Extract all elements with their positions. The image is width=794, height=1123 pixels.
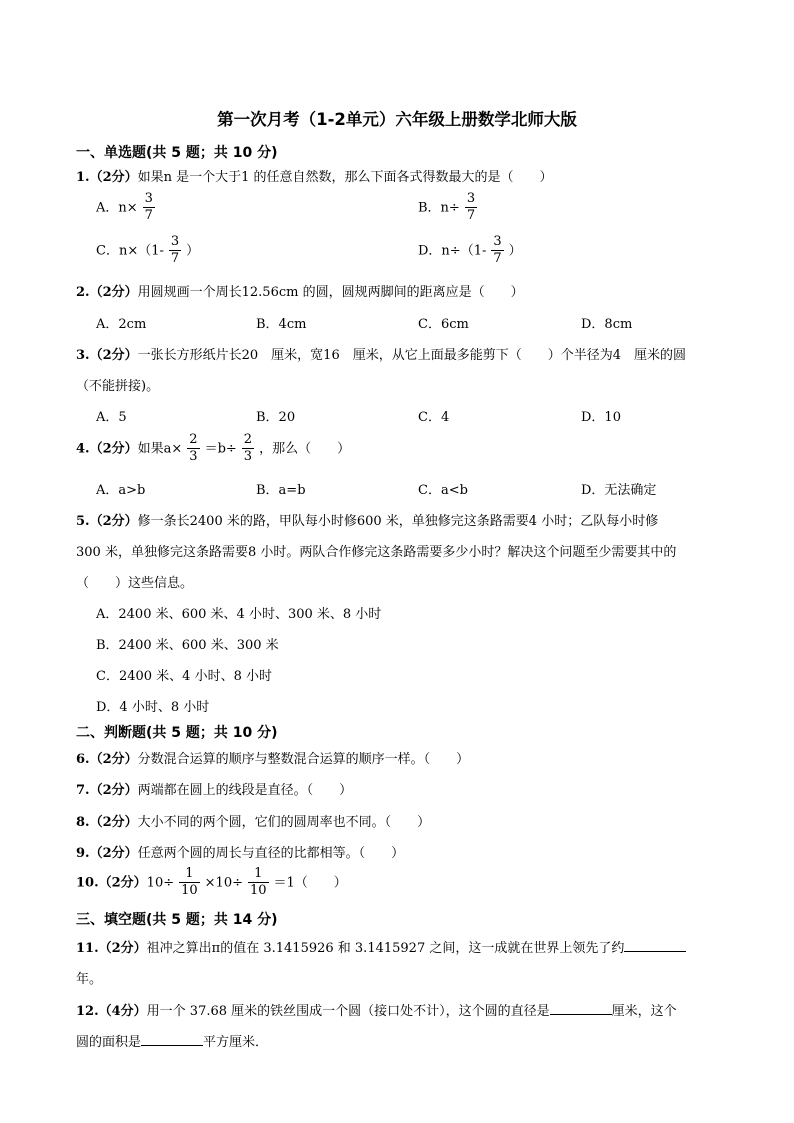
question-stem: 大小不同的两个圆，它们的圆周率也不同。（ ） <box>137 815 431 830</box>
question-1 <box>76 166 553 185</box>
question-stem: ，那么（ ） <box>259 441 351 457</box>
question-stem: 圆的面积是 <box>76 1035 142 1050</box>
option-a: A．5 <box>96 410 127 425</box>
fraction <box>179 866 200 900</box>
numerator: 2 <box>243 432 253 447</box>
option-b: B．2400 米、600 米、300 米 <box>96 638 279 653</box>
question-stem: 一张长方形纸片长20 厘米，宽16 厘米，从它上面最多能剪下（ ）个半径为4 厘米的圆 <box>137 348 686 363</box>
question-score: （2分） <box>89 285 138 300</box>
denominator: 3 <box>243 449 253 465</box>
question-number: 8. <box>76 815 90 830</box>
question-5 <box>76 510 658 529</box>
option-c <box>96 234 199 268</box>
fraction <box>248 866 269 900</box>
question-number: 7. <box>76 783 90 798</box>
numerator: 3 <box>144 191 153 206</box>
question-score: （2分） <box>98 941 147 956</box>
answer-blank[interactable] <box>624 937 686 952</box>
question-3-continued: （不能拼接)。 <box>76 379 160 394</box>
option-b <box>418 191 482 225</box>
question-stem: ＝1（ ） <box>273 875 347 891</box>
question-score: （2分） <box>89 441 138 457</box>
question-5-continued: 300 米，单独修完这条路需要8 小时。两队合作修完这条路需要多少小时？解决这个问题至少需要其中的 <box>76 545 677 560</box>
question-number: 4. <box>76 441 90 457</box>
page-title: 第一次月考（1-2单元）六年级上册数学北师大版 <box>217 110 577 129</box>
question-stem: 修一条长2400 米的路，甲队每小时修600 米，单独修完这条路需要4 小时；乙队每小时修 <box>137 514 659 529</box>
question-score: （2分） <box>89 846 138 861</box>
question-number: 3. <box>76 348 90 363</box>
section-heading-single-choice: 一、单选题(共 5 题；共 10 分) <box>76 145 278 161</box>
option-d: D．8cm <box>581 317 633 332</box>
question-stem: 10÷ <box>146 875 175 891</box>
question-stem: ＝b÷ <box>204 441 237 457</box>
question-stem: 用圆规画一个周长12.56cm 的圆，圆规两脚间的距离应是（ ） <box>137 285 524 300</box>
fraction <box>143 191 155 225</box>
question-stem: 平方厘米． <box>203 1035 269 1050</box>
question-stem: 厘米，这个 <box>611 1004 677 1019</box>
answer-blank-diameter[interactable] <box>550 1000 612 1015</box>
section-heading-true-false: 二、判断题(共 5 题；共 10 分) <box>76 725 278 741</box>
option-text: C．n×（1- <box>96 243 164 259</box>
option-b: B．20 <box>256 410 296 425</box>
option-c: C．2400 米、4 小时、8 小时 <box>96 669 272 684</box>
fraction <box>491 234 503 268</box>
question-number: 11. <box>76 941 99 956</box>
question-11 <box>76 937 686 956</box>
fraction <box>169 234 181 268</box>
question-2 <box>76 281 524 300</box>
question-stem: 如果n 是一个大于1 的任意自然数，那么下面各式得数最大的是（ ） <box>137 170 553 185</box>
question-number: 2. <box>76 285 90 300</box>
denominator: 7 <box>144 208 153 224</box>
option-text: ） <box>508 243 522 259</box>
denominator: 10 <box>181 883 198 899</box>
numerator: 3 <box>466 191 476 206</box>
question-stem: 如果a× <box>137 441 183 457</box>
question-score: （2分） <box>89 815 138 830</box>
answer-blank-area[interactable] <box>141 1031 203 1046</box>
question-number: 10. <box>76 875 99 891</box>
question-stem: ×10÷ <box>204 875 243 891</box>
option-text: ） <box>186 243 200 259</box>
numerator: 3 <box>493 234 502 249</box>
question-3 <box>76 344 686 363</box>
question-7 <box>76 779 352 798</box>
fraction <box>187 432 199 466</box>
question-number: 1. <box>76 170 90 185</box>
question-5-continued: （ ）这些信息。 <box>76 576 194 591</box>
option-b: B．a=b <box>256 483 306 498</box>
option-d <box>418 234 522 268</box>
question-9 <box>76 842 404 861</box>
question-number: 5. <box>76 514 90 529</box>
numerator: 3 <box>170 234 180 249</box>
question-score: （2分） <box>89 752 138 767</box>
question-stem: 任意两个圆的周长与直径的比都相等。（ ） <box>137 846 405 861</box>
option-d: D．4 小时、8 小时 <box>96 700 210 715</box>
option-text: A．n× <box>96 200 138 216</box>
question-stem: 分数混合运算的顺序与整数混合运算的顺序一样。（ ） <box>137 752 470 767</box>
section-heading-fill-blank: 三、填空题(共 5 题；共 14 分) <box>76 912 278 928</box>
question-score: （2分） <box>89 348 138 363</box>
option-text: B．n÷ <box>418 200 460 216</box>
denominator: 7 <box>493 251 502 267</box>
denominator: 10 <box>249 883 267 899</box>
question-score: （2分） <box>89 783 138 798</box>
denominator: 7 <box>466 208 476 224</box>
question-11-continued: 年。 <box>76 972 103 987</box>
question-score: （2分） <box>89 514 138 529</box>
question-number: 6. <box>76 752 90 767</box>
option-b: B．4cm <box>256 317 307 332</box>
denominator: 7 <box>170 251 180 267</box>
question-number: 9. <box>76 846 90 861</box>
question-4 <box>76 432 350 466</box>
question-stem: 用一个 37.68 厘米的铁丝围成一个圆（接口处不计），这个圆的直径是 <box>146 1004 550 1019</box>
question-stem: 祖冲之算出π的值在 3.1415926 和 3.1415927 之间，这一成就在世界上领先了约 <box>146 941 625 956</box>
option-d: D．10 <box>581 410 621 425</box>
question-12 <box>76 1000 677 1019</box>
option-text: D．n÷（1- <box>418 243 487 259</box>
question-number: 12. <box>76 1004 99 1019</box>
numerator: 1 <box>185 866 194 881</box>
option-a: A．a>b <box>96 483 146 498</box>
option-c: C．4 <box>418 410 450 425</box>
question-score: （4分） <box>98 1004 147 1019</box>
question-8 <box>76 811 430 830</box>
option-c: C．a<b <box>418 483 468 498</box>
option-a <box>96 191 160 225</box>
question-6 <box>76 748 469 767</box>
fraction <box>242 432 254 466</box>
fraction <box>465 191 477 225</box>
option-c: C．6cm <box>418 317 469 332</box>
option-a: A．2400 米、600 米、4 小时、300 米、8 小时 <box>96 607 382 622</box>
question-10 <box>76 866 347 900</box>
question-12-continued <box>76 1031 268 1050</box>
question-stem: 两端都在圆上的线段是直径。（ ） <box>137 783 353 798</box>
question-score: （2分） <box>89 170 138 185</box>
option-a: A．2cm <box>96 317 147 332</box>
denominator: 3 <box>189 449 198 465</box>
question-score: （2分） <box>98 875 147 891</box>
numerator: 1 <box>254 866 263 881</box>
option-d: D．无法确定 <box>581 483 657 498</box>
numerator: 2 <box>189 432 198 447</box>
